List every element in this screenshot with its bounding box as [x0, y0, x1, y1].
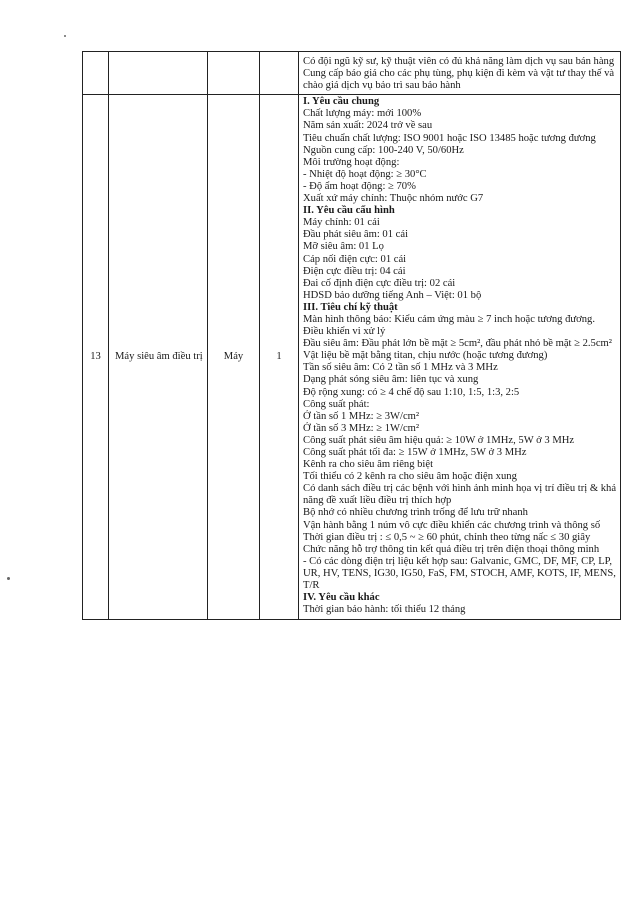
spec-line: Máy chính: 01 cái: [303, 217, 380, 229]
spec-line: Ở tần số 1 MHz: ≥ 3W/cm²: [303, 410, 420, 422]
device-name-cell: Máy siêu âm điều trị: [109, 95, 208, 620]
spec-line: Đầu phát siêu âm: 01 cái: [303, 229, 409, 241]
spec-line: Độ rộng xung: có ≥ 4 chế độ sau 1:10, 1:5, 1:3, 2:5: [303, 386, 520, 398]
spec-line: Ở tần số 3 MHz: ≥ 1W/cm²: [303, 422, 420, 434]
unit-cell-empty: [208, 52, 260, 95]
spec-line: HDSD bảo dưỡng tiếng Anh – Việt: 01 bộ: [303, 289, 482, 301]
spec-line: Năm sản xuất: 2024 trở về sau: [303, 120, 433, 132]
unit-cell: Máy: [208, 95, 260, 620]
spec-line: Màn hình thông báo: Kiểu cảm ứng màu ≥ 7 inch hoặc tương đương.: [303, 313, 595, 325]
name-cell-empty: [109, 52, 208, 95]
quantity-cell: 1: [260, 95, 299, 620]
spec-line: Vận hành bằng 1 núm vô cực điều khiển các chương trình và thông số: [303, 519, 601, 531]
spec-line: Đầu siêu âm: Đầu phát lớn bề mặt ≥ 5cm², đầu phát nhỏ bề mặt ≥ 2.5cm²: [303, 338, 612, 350]
spec-line: Kênh ra cho siêu âm riêng biệt: [303, 459, 434, 471]
stt-cell: 13: [83, 95, 109, 620]
spec-line: Dạng phát sóng siêu âm: liên tục và xung: [303, 374, 479, 386]
qty-cell-empty: [260, 52, 299, 95]
spec-line: Có đội ngũ kỹ sư, kỹ thuật viên có đủ khả năng làm dịch vụ sau bán hàng: [303, 56, 615, 67]
spec-line: Chất lượng máy: mới 100%: [303, 108, 422, 120]
section-heading-technical: III. Tiêu chí kỹ thuật: [303, 301, 398, 313]
spec-line: Nguồn cung cấp: 100-240 V, 50/60Hz: [303, 144, 464, 156]
spec-line: Tối thiểu có 2 kênh ra cho siêu âm hoặc điện xung: [303, 471, 517, 483]
stt-cell-empty: [83, 52, 109, 95]
section-heading-other: IV. Yêu cầu khác: [303, 592, 380, 604]
spec-line: - Có các dòng điện trị liệu kết hợp sau: Galvanic, GMC, DF, MF, CP, LP, UR, HV, TENS, IG30, IG50, FaS, FM, STOCH, AMF, KOTS, IF, MENS, T/R: [303, 555, 616, 592]
table-row-previous: [83, 52, 621, 95]
spec-line: Công suất phát:: [303, 398, 370, 410]
spec-line: Đai cố định điện cực điều trị: 02 cái: [303, 277, 456, 289]
spec-line: Điều khiển vi xử lý: [303, 326, 386, 338]
spec-line: Thời gian điều trị : ≤ 0,5 ~ ≥ 60 phút, chỉnh theo từng nấc ≤ 30 giây: [303, 531, 591, 543]
spec-cell-previous: [299, 52, 621, 95]
spec-line: Bộ nhớ có nhiều chương trình trống để lưu trữ nhanh: [303, 507, 528, 519]
spec-cell: [299, 95, 621, 620]
spec-line: Cung cấp báo giá cho các phụ tùng, phụ kiện đi kèm và vật tư thay thế và chào giá dịch vụ bảo trì sau bảo hành: [303, 68, 615, 92]
spec-table: [82, 51, 621, 620]
spec-line: Công suất phát siêu âm hiệu quả: ≥ 10W ở 1MHz, 5W ở 3 MHz: [303, 434, 575, 446]
scan-mark-left: [7, 577, 10, 580]
spec-line: Tiêu chuẩn chất lượng: ISO 9001 hoặc ISO 13485 hoặc tương đương: [303, 132, 596, 144]
spec-line: Công suất phát tối đa: ≥ 15W ở 1MHz, 5W ở 3 MHz: [303, 447, 527, 458]
section-heading-configuration: II. Yêu cầu cấu hình: [303, 205, 395, 217]
section-heading-general: I. Yêu cầu chung: [303, 96, 380, 108]
spec-line: - Độ ẩm hoạt động: ≥ 70%: [303, 180, 416, 192]
spec-line: Cáp nối điện cực: 01 cái: [303, 253, 407, 265]
spec-line: Vật liệu bề mặt bằng titan, chịu nước (hoặc tương đương): [303, 350, 548, 362]
spec-line: Điện cực điều trị: 04 cái: [303, 265, 406, 277]
spec-line: Môi trường hoạt động:: [303, 156, 400, 168]
spec-line: Tần số siêu âm: Có 2 tần số 1 MHz và 3 MHz: [303, 362, 498, 374]
spec-line: Chức năng hỗ trợ thông tin kết quả điều trị trên điện thoại thông minh: [303, 543, 600, 555]
spec-line: Xuất xứ máy chính: Thuộc nhóm nước G7: [303, 193, 484, 205]
table-row-13: [83, 95, 621, 620]
spec-line: - Nhiệt độ hoạt động: ≥ 30°C: [303, 168, 427, 180]
spec-line: Có danh sách điều trị các bệnh với hình ảnh minh họa vị trí điều trị & khả năng đề xuất liều điều trị thích hợp: [303, 483, 617, 507]
scan-mark-top: [64, 35, 66, 37]
spec-line: Mỡ siêu âm: 01 Lọ: [303, 241, 384, 253]
spec-line: Thời gian bảo hành: tối thiểu 12 tháng: [303, 604, 466, 616]
